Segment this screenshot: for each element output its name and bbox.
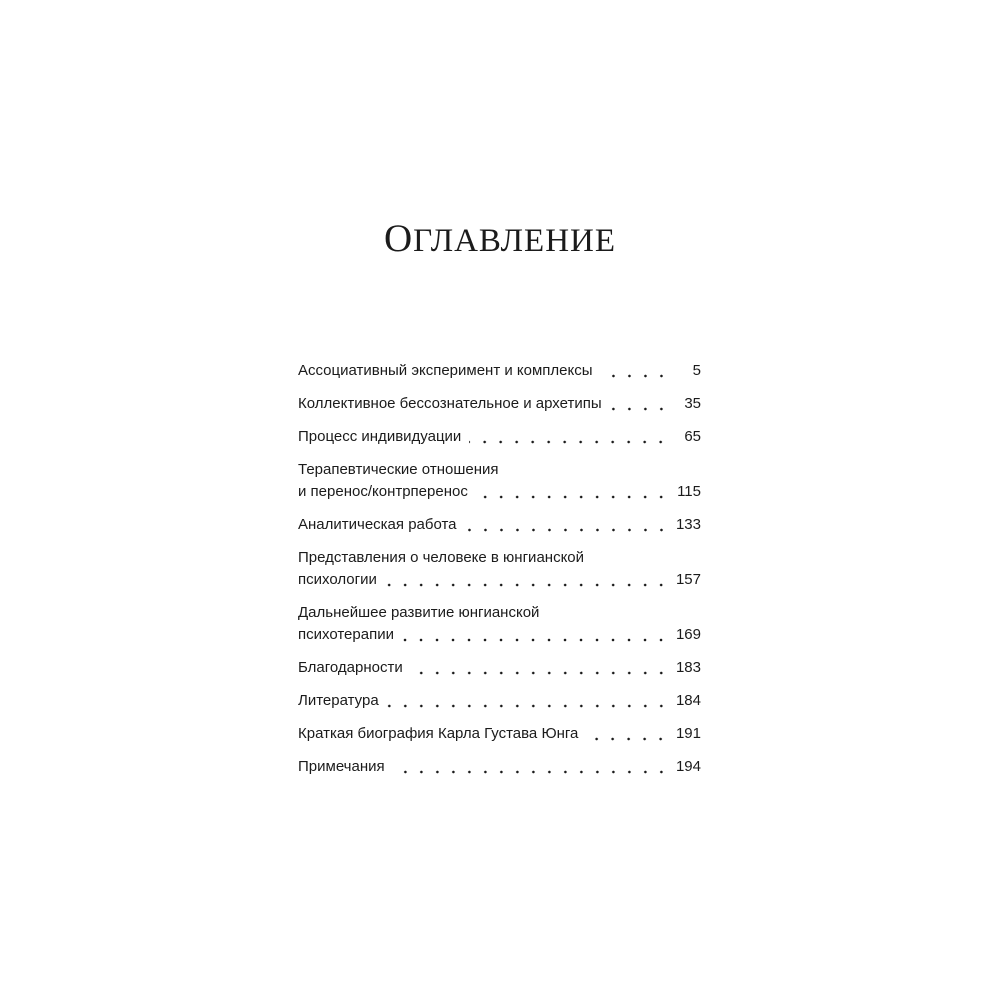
toc-entry [298,514,701,536]
toc-entry-title-line1: Представления о человеке в юнгианской [298,549,585,566]
toc-page-number: 157 [675,571,701,588]
toc-entry-title: Процесс индивидуации [298,428,462,445]
toc-page-number: 183 [675,659,701,676]
dot-leader [610,393,669,415]
toc-line [298,481,701,503]
toc-entry-title: Благодарности [298,659,403,676]
page-title: ОГЛАВЛЕНИЕ [383,217,617,260]
toc-entry [298,690,701,712]
toc-entry [298,657,701,679]
toc-entry-title: Литература [298,692,379,709]
toc-line [298,569,701,591]
dot-leader [411,657,669,679]
toc-line [298,360,701,382]
toc-entry-title: Ассоциативный эксперимент и комплексы [298,362,593,379]
toc-page-number: 184 [675,692,701,709]
toc-entry-title-line2: психологии [298,571,377,588]
toc-page-number: 133 [675,516,701,533]
toc-page-number: 115 [677,483,701,500]
toc-entry [298,547,701,591]
toc-entry [298,360,701,382]
toc-line [298,690,701,712]
toc-entry [298,723,701,745]
toc-line [298,547,701,569]
toc-entry [298,602,701,646]
toc-line [298,756,701,778]
toc-line [298,426,701,448]
dot-leader [387,690,669,712]
toc-page-number: 5 [692,362,701,379]
toc-line [298,459,701,481]
dot-leader [469,426,669,448]
toc-entry [298,393,701,415]
dot-leader [393,756,669,778]
toc-page-number: 194 [675,758,701,775]
dot-leader [476,481,669,503]
toc-page-number: 35 [684,395,701,412]
toc-entry-title-line1: Дальнейшее развитие юнгианской [298,604,540,621]
toc-entry-title: Краткая биография Карла Густава Юнга [298,725,579,742]
dot-leader [402,624,669,646]
toc-page-number: 191 [675,725,701,742]
toc-line [298,624,701,646]
toc-entry-title: Коллективное бессознательное и архетипы [298,395,602,412]
dot-leader [601,360,669,382]
toc-entry-title: Аналитическая работа [298,516,457,533]
toc-entry-title-line2: и перенос/контрперенос [298,483,468,500]
toc-line [298,657,701,679]
dot-leader [586,723,669,745]
toc-entry-title: Примечания [298,758,385,775]
toc-line [298,514,701,536]
dot-leader [385,569,669,591]
table-of-contents [298,360,701,789]
dot-leader [465,514,669,536]
toc-line [298,602,701,624]
toc-entry [298,426,701,448]
toc-page-number: 169 [675,626,701,643]
toc-line [298,723,701,745]
toc-entry-title-line1: Терапевтические отношения [298,461,499,478]
toc-entry [298,756,701,778]
toc-line [298,393,701,415]
toc-entry-title-line2: психотерапии [298,626,394,643]
toc-page-number: 65 [684,428,701,445]
toc-entry [298,459,701,503]
